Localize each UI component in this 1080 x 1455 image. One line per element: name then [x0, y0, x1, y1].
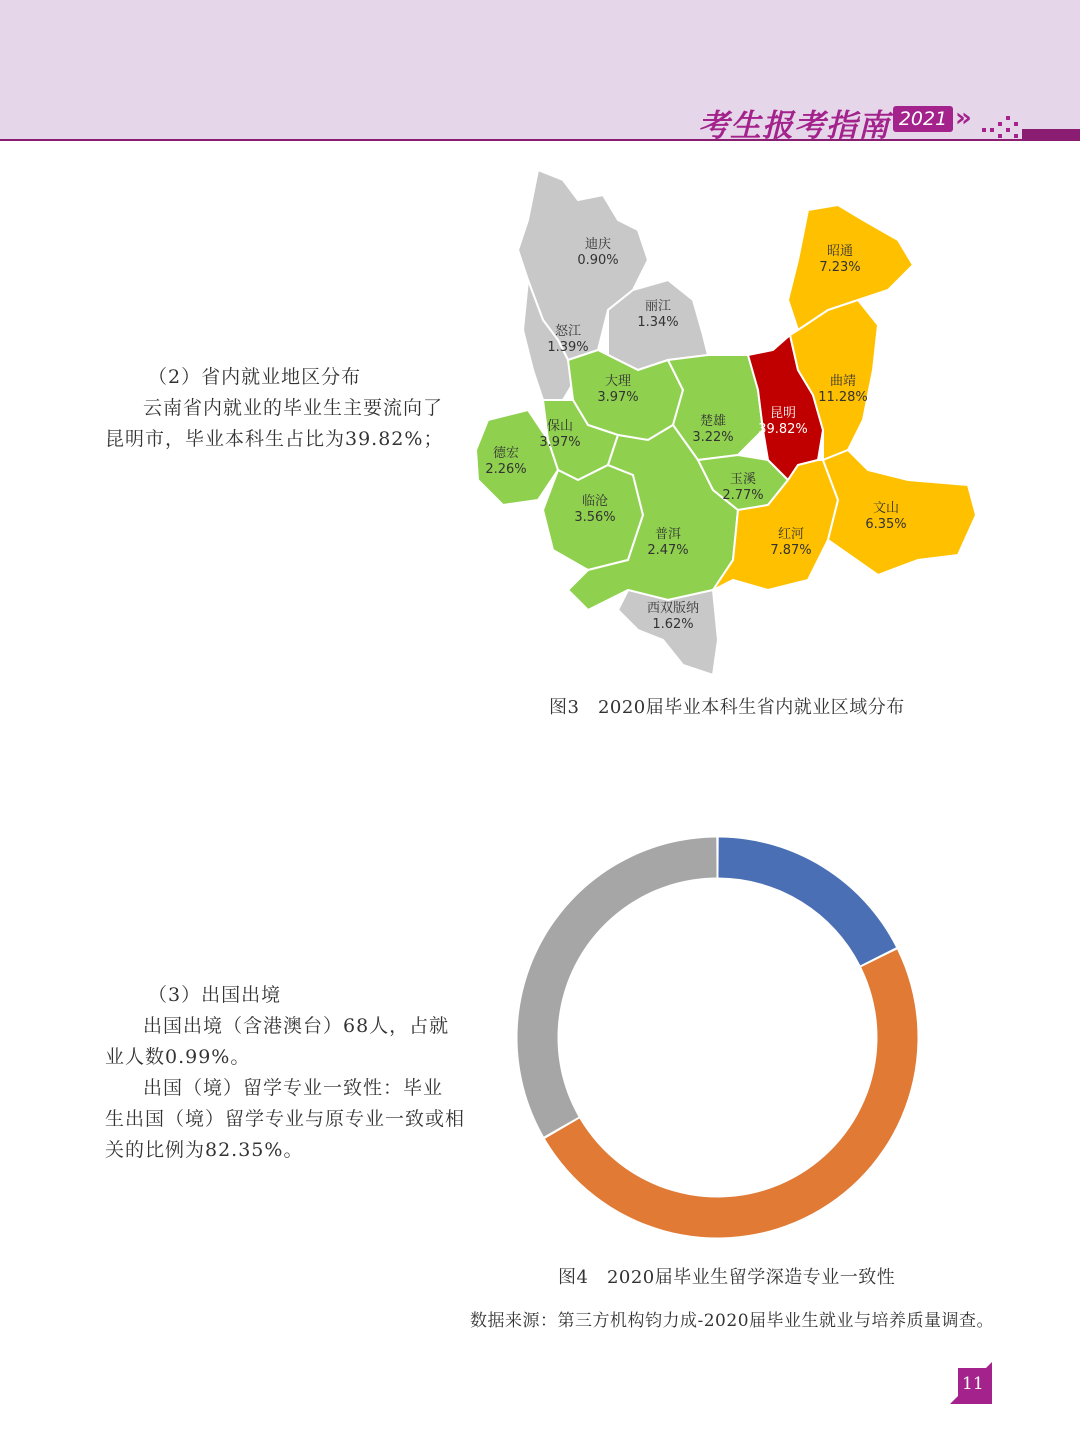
map-region-value: 7.23%	[819, 260, 861, 275]
section3-line4: 生出国（境）留学专业与原专业一致或相	[105, 1108, 466, 1130]
map-region-value: 1.34%	[637, 315, 679, 330]
section3-heading: （3）出国出境	[148, 984, 282, 1006]
map-region-name: 丽江	[644, 299, 672, 314]
map-region-value: 3.56%	[574, 510, 616, 525]
header-divider	[0, 139, 1080, 141]
double-chevron-icon: »	[955, 103, 972, 133]
map-labels-layer	[468, 160, 980, 682]
map-region-value: 6.35%	[865, 517, 907, 532]
donut-slice-2	[545, 949, 917, 1237]
page-number: 11	[962, 1374, 984, 1394]
map-region-value: 3.22%	[692, 430, 734, 445]
section3-line5: 关的比例为82.35%。	[105, 1139, 304, 1161]
section2-line2: 昆明市，毕业本科生占比为39.82%；	[105, 428, 444, 450]
map-region-name: 怒江	[554, 324, 582, 339]
header-year-badge: 2021	[893, 106, 953, 132]
pixel-dots-icon	[980, 112, 1020, 142]
map-region-value: 3.97%	[597, 390, 639, 405]
section3-line3: 出国（境）留学专业一致性：毕业	[143, 1077, 444, 1099]
map-region-name: 大理	[604, 374, 632, 389]
map-caption: 图3 2020届毕业本科生省内就业区域分布	[549, 697, 905, 718]
map-region-value: 2.47%	[647, 543, 689, 558]
map-region-name: 德宏	[492, 446, 520, 461]
section2-line1: 云南省内就业的毕业生主要流向了	[143, 397, 444, 419]
map-region-value: 39.82%	[758, 422, 808, 437]
donut-slice-3	[518, 838, 717, 1137]
map-region-name: 红河	[777, 527, 805, 542]
map-region-value: 7.87%	[770, 543, 812, 558]
donut-slice-1	[718, 838, 896, 966]
map-region-name: 西双版纳	[646, 601, 700, 616]
map-region-name: 普洱	[654, 527, 682, 542]
map-region-name: 昭通	[826, 244, 854, 259]
map-region-name: 昆明	[769, 406, 797, 421]
map-region-name: 迪庆	[584, 237, 612, 252]
map-region-value: 1.62%	[652, 617, 694, 632]
chart-caption: 图4 2020届毕业生留学深造专业一致性	[558, 1267, 896, 1288]
map-region-value: 1.39%	[547, 340, 589, 355]
map-region-value: 0.90%	[577, 253, 619, 268]
section2-heading: （2）省内就业地区分布	[148, 366, 362, 388]
map-region-value: 11.28%	[818, 390, 868, 405]
header-accent-bar	[1022, 129, 1080, 140]
map-region-value: 2.77%	[722, 488, 764, 503]
map-region-name: 保山	[546, 419, 574, 434]
map-region-name: 临沧	[581, 494, 609, 509]
header-title: 考生报考指南	[698, 108, 890, 144]
map-region-name: 玉溪	[729, 472, 757, 487]
map-region-name: 楚雄	[699, 414, 727, 429]
section3-line2: 业人数0.99%。	[105, 1046, 251, 1068]
map-region-value: 3.97%	[539, 435, 581, 450]
study-abroad-consistency-donut	[505, 825, 930, 1250]
map-region-name: 文山	[872, 501, 900, 516]
data-source-note: 数据来源：第三方机构钧力成-2020届毕业生就业与培养质量调查。	[470, 1311, 995, 1331]
section3-line1: 出国出境（含港澳台）68人，占就	[143, 1015, 450, 1037]
map-region-name: 曲靖	[829, 374, 857, 389]
map-region-value: 2.26%	[485, 462, 527, 477]
